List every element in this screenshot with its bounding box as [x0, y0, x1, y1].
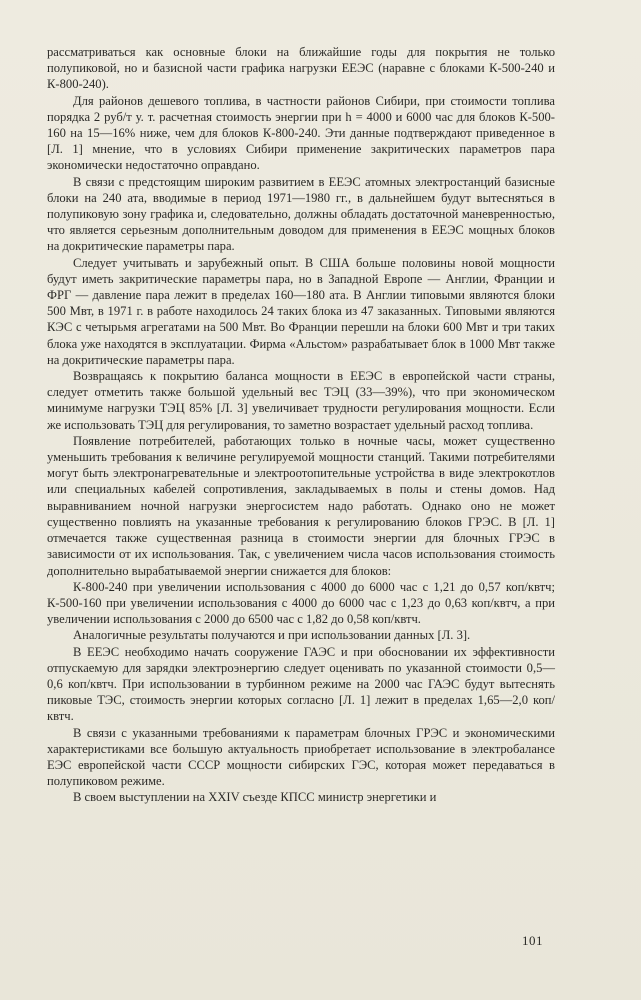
paragraph-siberian-hydro: В связи с указанными требованиями к параметрам блочных ГРЭС и экономическими характеристиками все большую актуальность приобретает использование в электробалансе ЕЭС европейской части СССР мощности сибирских ГЭС, которая может передаваться в полупиковом режиме. [47, 725, 555, 789]
page-number: 101 [522, 933, 543, 948]
paragraph-nuclear-development: В связи с предстоящим широким развитием в ЕЕЭС атомных электростанций базисные блоки на 240 ата, вводимые в период 1971—1980 гг., в дальнейшем будут вытесняться в полупиковую зону графика и, следовательно, должны обладать достаточной маневренностью, что является серьезным дополнительным доводом для применения в ЕЕЭС мощных блоков на докритические параметры пара. [47, 174, 555, 254]
body-text [47, 44, 555, 806]
paragraph-pumped-storage: В ЕЕЭС необходимо начать сооружение ГАЭС и при обосновании их эффективности отпускаемую для зарядки электроэнергию следует оценивать по указанной стоимости 0,5—0,6 коп/квтч. При использовании в турбинном режиме на 2000 час ГАЭС будут вытеснять пиковые ТЭС, стоимость энергии которых согласно [Л. 1] лежит в пределах 1,65—2,0 коп/квтч. [47, 644, 555, 724]
paragraph-similar-results: Аналогичные результаты получаются и при использовании данных [Л. 3]. [73, 628, 471, 643]
paragraph-night-consumers: Появление потребителей, работающих только в ночные часы, может существенно уменьшить требования к величине регулируемой мощности станций. Такими потребителями могут быть электронагревательные и электроотопительные устройства в виде электрокотлов или специальных кабелей сопротивления, закладываемых в полы и стены домов. Над выравниванием ночной нагрузки энергосистем надо работать. Однако оно не может существенно повлиять на указанные требования к регулированию блоков ГРЭС. В [Л. 1] отмечается также существенная разница в стоимости энергии для блочных ГРЭС в зависимости от их использования. Так, с увеличением числа часов использования стоимость дополнительно вырабатываемой энергии снижается для блоков: [47, 433, 555, 578]
paragraph-continuation: рассматриваться как основные блоки на ближайшие годы для покрытия не только полупиковой, но и базисной части графика нагрузки ЕЕЭС (наравне с блоками К-500-240 и К-800-240). [47, 45, 555, 92]
paragraph-power-balance: Возвращаясь к покрытию баланса мощности в ЕЕЭС в европейской части страны, следует отметить также большой удельный вес ТЭЦ (33—39%), что при экономическом минимуме нагрузки ТЭЦ 85% [Л. 3] увеличивает трудности регулирования мощности. Если же использовать ТЭЦ для регулирования, то заметно возрастает удельный расход топлива. [47, 369, 555, 432]
paragraph-siberia-fuel: Для районов дешевого топлива, в частности районов Сибири, при стоимости топлива порядка 2 руб/т у. т. расчетная стоимость энергии при h = 4000 и 6000 час для блоков К-500-160 на 15—16% ниже, чем для блоков К-800-240. Эти данные подтверждают приведенное в [Л. 1] мнение, что в условиях Сибири применение закритических параметров пара экономически недостаточно оправдано. [47, 93, 555, 173]
paragraph-congress-speech: В своем выступлении на XXIV съезде КПСС министр энергетики и [73, 790, 437, 805]
paragraph-block-costs: К-800-240 при увеличении использования с 4000 до 6000 час с 1,21 до 0,57 коп/квтч; К-500-160 при увеличении использования с 4000 до 6000 час с 1,23 до 0,63 коп/квтч, а при увеличении использования с 2000 до 6500 час с 1,82 до 0,58 коп/квтч. [47, 579, 555, 627]
paragraph-foreign-experience: Следует учитывать и зарубежный опыт. В США больше половины новой мощности будут иметь закритические параметры пара, но в Западной Европе — Англии, Франции и ФРГ — давление пара лежит в пределах 160—180 ата. В Англии типовыми являются блоки 500 Мвт, в 1971 г. в работе находилось 24 таких блока из 47 заказанных. Типовыми являются КЭС с четырьмя агрегатами на 500 Мвт. Во Франции перешли на блоки 600 Мвт и три таких блока уже находятся в эксплуатации. Фирма «Альстом» разрабатывает блок в 1000 Мвт также на докритические параметры пара. [47, 255, 555, 367]
